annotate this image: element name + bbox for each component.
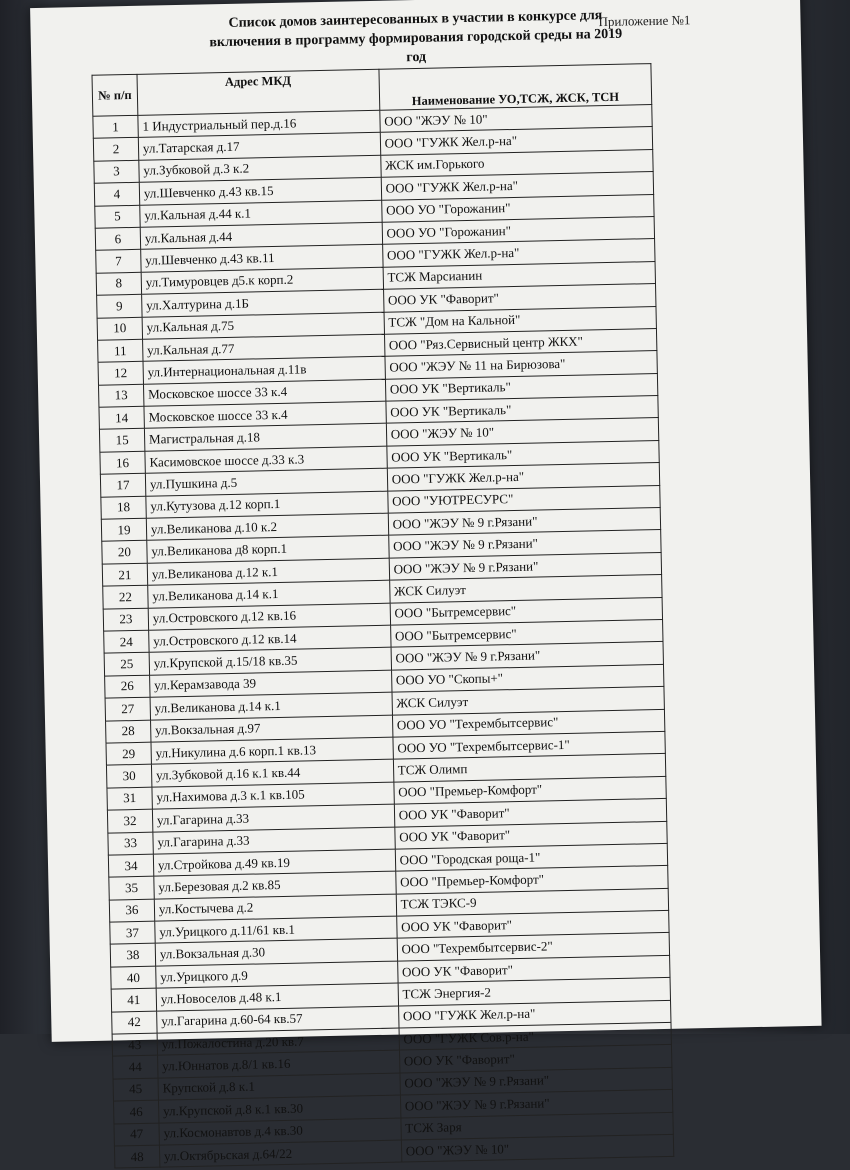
row-org: ООО УК "Фаворит" bbox=[383, 284, 656, 312]
row-number: 5 bbox=[95, 205, 140, 228]
row-number: 4 bbox=[94, 182, 139, 205]
row-number: 11 bbox=[98, 339, 143, 362]
row-org: ООО УК "Фаворит" bbox=[399, 1045, 672, 1073]
row-address: Магистральная д.18 bbox=[144, 424, 386, 451]
row-address: ул.Пушкина д.5 bbox=[145, 468, 387, 495]
row-address: ул.Крупской д.8 к.1 кв.30 bbox=[158, 1095, 400, 1122]
row-org: ООО УО "Горожанин" bbox=[382, 216, 655, 244]
row-number: 28 bbox=[106, 720, 151, 743]
row-number: 2 bbox=[93, 138, 138, 161]
row-org: ТСЖ Марсианин bbox=[383, 261, 656, 289]
row-org: ТСЖ Олимп bbox=[393, 754, 666, 782]
row-org: ООО УК "Фаворит" bbox=[395, 821, 668, 849]
row-address: ул.Великанова д.14 к.1 bbox=[150, 692, 392, 719]
row-address: ул.Кутузова д.12 корп.1 bbox=[146, 491, 388, 518]
row-org: ООО "ЖЭУ № 10" bbox=[401, 1134, 674, 1162]
row-org: ТСЖ Энергия-2 bbox=[398, 978, 671, 1006]
row-number: 22 bbox=[103, 585, 148, 608]
row-number: 21 bbox=[102, 563, 147, 586]
row-number: 40 bbox=[111, 966, 156, 989]
row-number: 24 bbox=[104, 630, 149, 653]
row-number: 17 bbox=[100, 474, 145, 497]
row-address: ул.Великанова д.10 к.2 bbox=[146, 513, 388, 540]
row-address: ул.Гагарина д.60-64 кв.57 bbox=[157, 1006, 399, 1033]
row-address: ул.Вокзальная д.30 bbox=[155, 939, 397, 966]
row-address: ул.Кальная д.44 bbox=[140, 222, 382, 249]
row-address: ул.Керамзавода 39 bbox=[149, 670, 391, 697]
row-number: 7 bbox=[96, 250, 141, 273]
row-number: 3 bbox=[94, 160, 139, 183]
row-org: ООО "ГУЖК Жел.р-на" bbox=[387, 463, 660, 491]
row-org: ООО УК "Вертикаль" bbox=[385, 373, 658, 401]
header-num: № п/п bbox=[92, 74, 138, 116]
row-org: ООО УК "Вертикаль" bbox=[387, 440, 660, 468]
row-address: ул.Новоселов д.48 к.1 bbox=[156, 983, 398, 1010]
row-org: ООО УО "Горожанин" bbox=[381, 194, 654, 222]
row-org: ООО "Ряз.Сервисный центр ЖКХ" bbox=[384, 328, 657, 356]
table-body bbox=[93, 105, 674, 1169]
row-org: ООО УК "Фаворит" bbox=[397, 955, 670, 983]
row-number: 43 bbox=[112, 1033, 157, 1056]
row-address: ул.Крупской д.15/18 кв.35 bbox=[149, 648, 391, 675]
appendix-label: Приложение №1 bbox=[598, 12, 691, 30]
row-number: 30 bbox=[106, 765, 151, 788]
row-address: ул.Кальная д.75 bbox=[142, 312, 384, 339]
row-org: ООО "Премьер-Комфорт" bbox=[395, 866, 668, 894]
row-org: ООО УК "Фаворит" bbox=[394, 799, 667, 827]
row-org: ООО "ГУЖК Жел.р-на" bbox=[398, 1000, 671, 1028]
row-org: ООО "Городская роща-1" bbox=[395, 843, 668, 871]
row-address: ул.Гагарина д.33 bbox=[152, 804, 394, 831]
row-address: ул.Никулина д.6 корп.1 кв.13 bbox=[151, 737, 393, 764]
row-number: 29 bbox=[106, 742, 151, 765]
row-number: 8 bbox=[96, 272, 141, 295]
row-org: ООО "ГУЖК Жел.р-на" bbox=[380, 127, 653, 155]
row-org: ООО УО "Техрембытсервис-1" bbox=[393, 731, 666, 759]
row-org: ООО "ЖЭУ № 10" bbox=[380, 105, 653, 133]
row-org: ООО "ЖЭУ № 10" bbox=[386, 418, 659, 446]
row-number: 15 bbox=[99, 429, 144, 452]
row-number: 38 bbox=[110, 944, 155, 967]
row-org: ООО "ГУЖК Жел.р-на" bbox=[381, 172, 654, 200]
row-number: 14 bbox=[99, 406, 144, 429]
row-org: ООО "ЖЭУ № 9 г.Рязани" bbox=[400, 1067, 673, 1095]
row-address: Московское шоссе 33 к.4 bbox=[144, 401, 386, 428]
row-address: 1 Индустриальный пер.д.16 bbox=[138, 110, 380, 137]
row-org: ООО "ЖЭУ № 9 г.Рязани" bbox=[388, 508, 661, 536]
row-address: ул.Березовая д.2 кв.85 bbox=[154, 871, 396, 898]
row-address: ул.Халтурина д.1Б bbox=[142, 289, 384, 316]
row-address: ул.Татарская д.17 bbox=[138, 133, 380, 160]
row-org: ООО "Бытремсервис" bbox=[390, 619, 663, 647]
row-number: 47 bbox=[114, 1123, 159, 1146]
row-address: ул.Шевченко д.43 кв.15 bbox=[139, 177, 381, 204]
row-number: 10 bbox=[97, 317, 142, 340]
row-number: 27 bbox=[105, 697, 150, 720]
row-address: ул.Островского д.12 кв.16 bbox=[148, 603, 390, 630]
houses-table bbox=[91, 63, 674, 1169]
row-number: 46 bbox=[113, 1100, 158, 1123]
row-number: 45 bbox=[113, 1078, 158, 1101]
row-address: ул.Урицкого д.9 bbox=[156, 961, 398, 988]
row-org: ООО УК "Вертикаль" bbox=[386, 396, 659, 424]
row-org: ТСЖ ТЭКС-9 bbox=[396, 888, 669, 916]
row-org: ООО "ГУЖК Сов.р-на" bbox=[399, 1022, 672, 1050]
row-address: ул.Космонавтов д.4 кв.30 bbox=[159, 1118, 401, 1145]
row-address: ул.Островского д.12 кв.14 bbox=[149, 625, 391, 652]
row-number: 37 bbox=[110, 921, 155, 944]
row-number: 33 bbox=[108, 832, 153, 855]
row-org: ООО УК "Фаворит" bbox=[396, 910, 669, 938]
row-org: ТСЖ "Дом на Кальной" bbox=[384, 306, 657, 334]
row-org: ЖСК им.Горького bbox=[380, 149, 653, 177]
row-number: 26 bbox=[105, 675, 150, 698]
row-address: ул.Гагарина д.33 bbox=[153, 827, 395, 854]
row-address: ул.Стройкова д.49 кв.19 bbox=[153, 849, 395, 876]
row-org: ООО "Бытремсервис" bbox=[390, 597, 663, 625]
row-number: 41 bbox=[111, 988, 156, 1011]
row-address: ул.Зубковой д.3 к.2 bbox=[139, 155, 381, 182]
row-number: 31 bbox=[107, 787, 152, 810]
row-address: Крупской д.8 к.1 bbox=[158, 1073, 400, 1100]
row-org: ТСЖ Заря bbox=[401, 1112, 674, 1140]
row-number: 16 bbox=[100, 451, 145, 474]
document-page bbox=[30, 0, 821, 1164]
row-address: ул.Великанова д.14 к.1 bbox=[148, 580, 390, 607]
row-address: ул.Нахимова д.3 к.1 кв.105 bbox=[152, 782, 394, 809]
row-address: ул.Великанова д.12 к.1 bbox=[147, 558, 389, 585]
row-org: ЖСК Силуэт bbox=[392, 687, 665, 715]
row-number: 1 bbox=[93, 115, 138, 138]
row-address: ул.Шевченко д.43 кв.11 bbox=[141, 245, 383, 272]
row-address: Московское шоссе 33 к.4 bbox=[143, 379, 385, 406]
row-address: Касимовское шоссе д.33 к.3 bbox=[145, 446, 387, 473]
row-org: ООО "Техрембытсервис-2" bbox=[397, 933, 670, 961]
row-address: ул.Кальная д.44 к.1 bbox=[140, 200, 382, 227]
document-title: Список домов заинтересованных в участии в конкурсе для включения в программу формирования городской среды на 2019 год bbox=[209, 8, 623, 66]
row-org: ООО УО "Техрембытсервис" bbox=[392, 709, 665, 737]
row-number: 9 bbox=[97, 294, 142, 317]
row-org: ООО "ЖЭУ № 11 на Бирюзова" bbox=[385, 351, 658, 379]
row-org: ООО "УЮТРЕСУРС" bbox=[387, 485, 660, 513]
row-number: 32 bbox=[107, 809, 152, 832]
row-address: ул.Юннатов д.8/1 кв.16 bbox=[157, 1050, 399, 1077]
row-number: 34 bbox=[108, 854, 153, 877]
row-number: 23 bbox=[103, 608, 148, 631]
row-number: 18 bbox=[101, 496, 146, 519]
row-org: ООО "ГУЖК Жел.р-на" bbox=[382, 239, 655, 267]
row-address: ул.Великанова д8 корп.1 bbox=[147, 536, 389, 563]
row-number: 44 bbox=[113, 1056, 158, 1079]
row-address: ул.Кальная д.77 bbox=[142, 334, 384, 361]
row-number: 36 bbox=[109, 899, 154, 922]
row-org: ЖСК Силуэт bbox=[389, 575, 662, 603]
row-address: ул.Пожалостина д.20 кв.7 bbox=[157, 1028, 399, 1055]
row-org: ООО "ЖЭУ № 9 г.Рязани" bbox=[391, 642, 664, 670]
row-address: ул.Тимуровцев д5.к корп.2 bbox=[141, 267, 383, 294]
row-org: ООО УО "Скопы+" bbox=[391, 664, 664, 692]
row-org: ООО "Премьер-Комфорт" bbox=[394, 776, 667, 804]
row-address: ул.Костычева д.2 bbox=[154, 894, 396, 921]
row-address: ул.Вокзальная д.97 bbox=[150, 715, 392, 742]
row-org: ООО "ЖЭУ № 9 г.Рязани" bbox=[400, 1090, 673, 1118]
row-number: 19 bbox=[101, 518, 146, 541]
header-address: Адрес МКД bbox=[137, 69, 380, 115]
row-org: ООО "ЖЭУ № 9 г.Рязани" bbox=[388, 530, 661, 558]
row-number: 6 bbox=[95, 227, 140, 250]
row-org: ООО "ЖЭУ № 9 г.Рязани" bbox=[389, 552, 662, 580]
row-address: ул.Урицкого д.11/61 кв.1 bbox=[155, 916, 397, 943]
row-number: 42 bbox=[112, 1011, 157, 1034]
row-address: ул.Октябрьская д.64/22 bbox=[159, 1140, 401, 1167]
row-address: ул.Интернациональная д.11в bbox=[143, 357, 385, 384]
row-number: 13 bbox=[98, 384, 143, 407]
row-number: 48 bbox=[114, 1145, 159, 1168]
row-address: ул.Зубковой д.16 к.1 кв.44 bbox=[151, 759, 393, 786]
header-org: Наименование УО,ТСЖ, ЖСК, ТСН bbox=[379, 64, 652, 111]
row-number: 20 bbox=[102, 541, 147, 564]
row-number: 12 bbox=[98, 362, 143, 385]
row-number: 25 bbox=[104, 653, 149, 676]
row-number: 35 bbox=[109, 876, 154, 899]
